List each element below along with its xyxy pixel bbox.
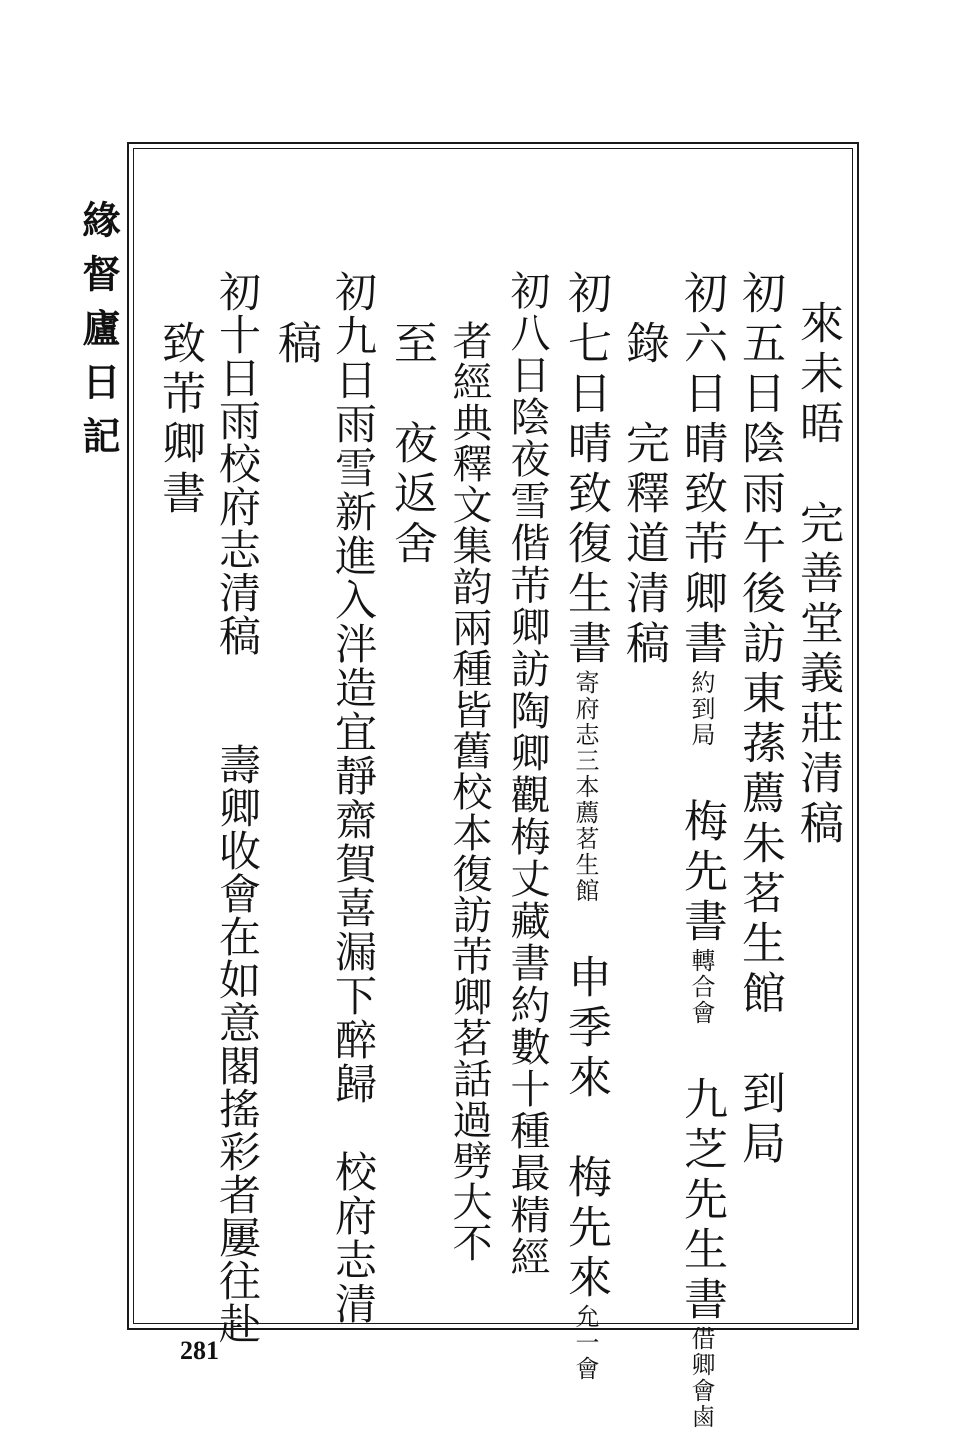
interlinear-note: 允一會 bbox=[571, 1304, 599, 1382]
column-text: 完釋道清稿 bbox=[618, 420, 669, 670]
column-text: 初五日陰雨午後訪東蓀薦朱茗生館 bbox=[734, 270, 785, 1020]
column-text: 至 bbox=[386, 320, 437, 370]
text-column bbox=[441, 320, 497, 1263]
text-column bbox=[209, 270, 265, 1345]
column-text: 九芝先生書 bbox=[676, 1076, 727, 1326]
page-number: 281 bbox=[180, 1336, 219, 1365]
interlinear-note: 約到局 bbox=[687, 670, 715, 748]
interlinear-note: 轉合會 bbox=[687, 948, 715, 1026]
running-title: 緣督廬日記 bbox=[76, 200, 121, 470]
column-text: 校府志清 bbox=[329, 1150, 378, 1326]
text-column bbox=[325, 270, 381, 1326]
column-text: 到局 bbox=[734, 1070, 785, 1170]
column-text: 初十日雨校府志清稿 bbox=[213, 270, 262, 657]
column-text: 完善堂義莊清稿 bbox=[792, 500, 843, 850]
column-text: 梅先來 bbox=[560, 1154, 611, 1304]
interlinear-note: 借卿會鹵 bbox=[687, 1326, 715, 1430]
column-text: 初八日陰夜雪偕芾卿訪陶卿觀梅丈藏書約數十種最精經 bbox=[504, 270, 550, 1278]
column-text: 來未晤 bbox=[792, 300, 843, 450]
text-column bbox=[267, 320, 323, 370]
column-text: 初九日雨雪新進入泮造宜靜齋賀喜漏下醉歸 bbox=[329, 270, 378, 1106]
text-column bbox=[731, 270, 787, 1170]
column-text: 錄 bbox=[618, 320, 669, 370]
column-text: 者經典釋文集韵兩種皆舊校本復訪芾卿茗話過劈大不 bbox=[446, 320, 492, 1263]
text-column bbox=[499, 270, 555, 1278]
text-column bbox=[615, 320, 671, 670]
column-text: 致芾卿書 bbox=[154, 320, 205, 520]
text-column bbox=[151, 320, 207, 520]
column-text: 稿 bbox=[270, 320, 321, 370]
column-text: 初七日晴致復生書 bbox=[560, 270, 611, 670]
column-text: 初六日晴致芾卿書 bbox=[676, 270, 727, 670]
interlinear-note: 寄府志三本薦茗生館 bbox=[571, 670, 599, 904]
text-column bbox=[383, 320, 439, 570]
column-text: 壽卿收會在如意閣搖彩者屢往赴 bbox=[213, 743, 262, 1345]
column-text: 申季來 bbox=[560, 954, 611, 1104]
text-column bbox=[557, 270, 613, 1382]
column-text: 梅先書 bbox=[676, 798, 727, 948]
text-column bbox=[673, 270, 729, 1430]
text-column bbox=[789, 300, 845, 850]
column-text: 夜返舍 bbox=[386, 420, 437, 570]
